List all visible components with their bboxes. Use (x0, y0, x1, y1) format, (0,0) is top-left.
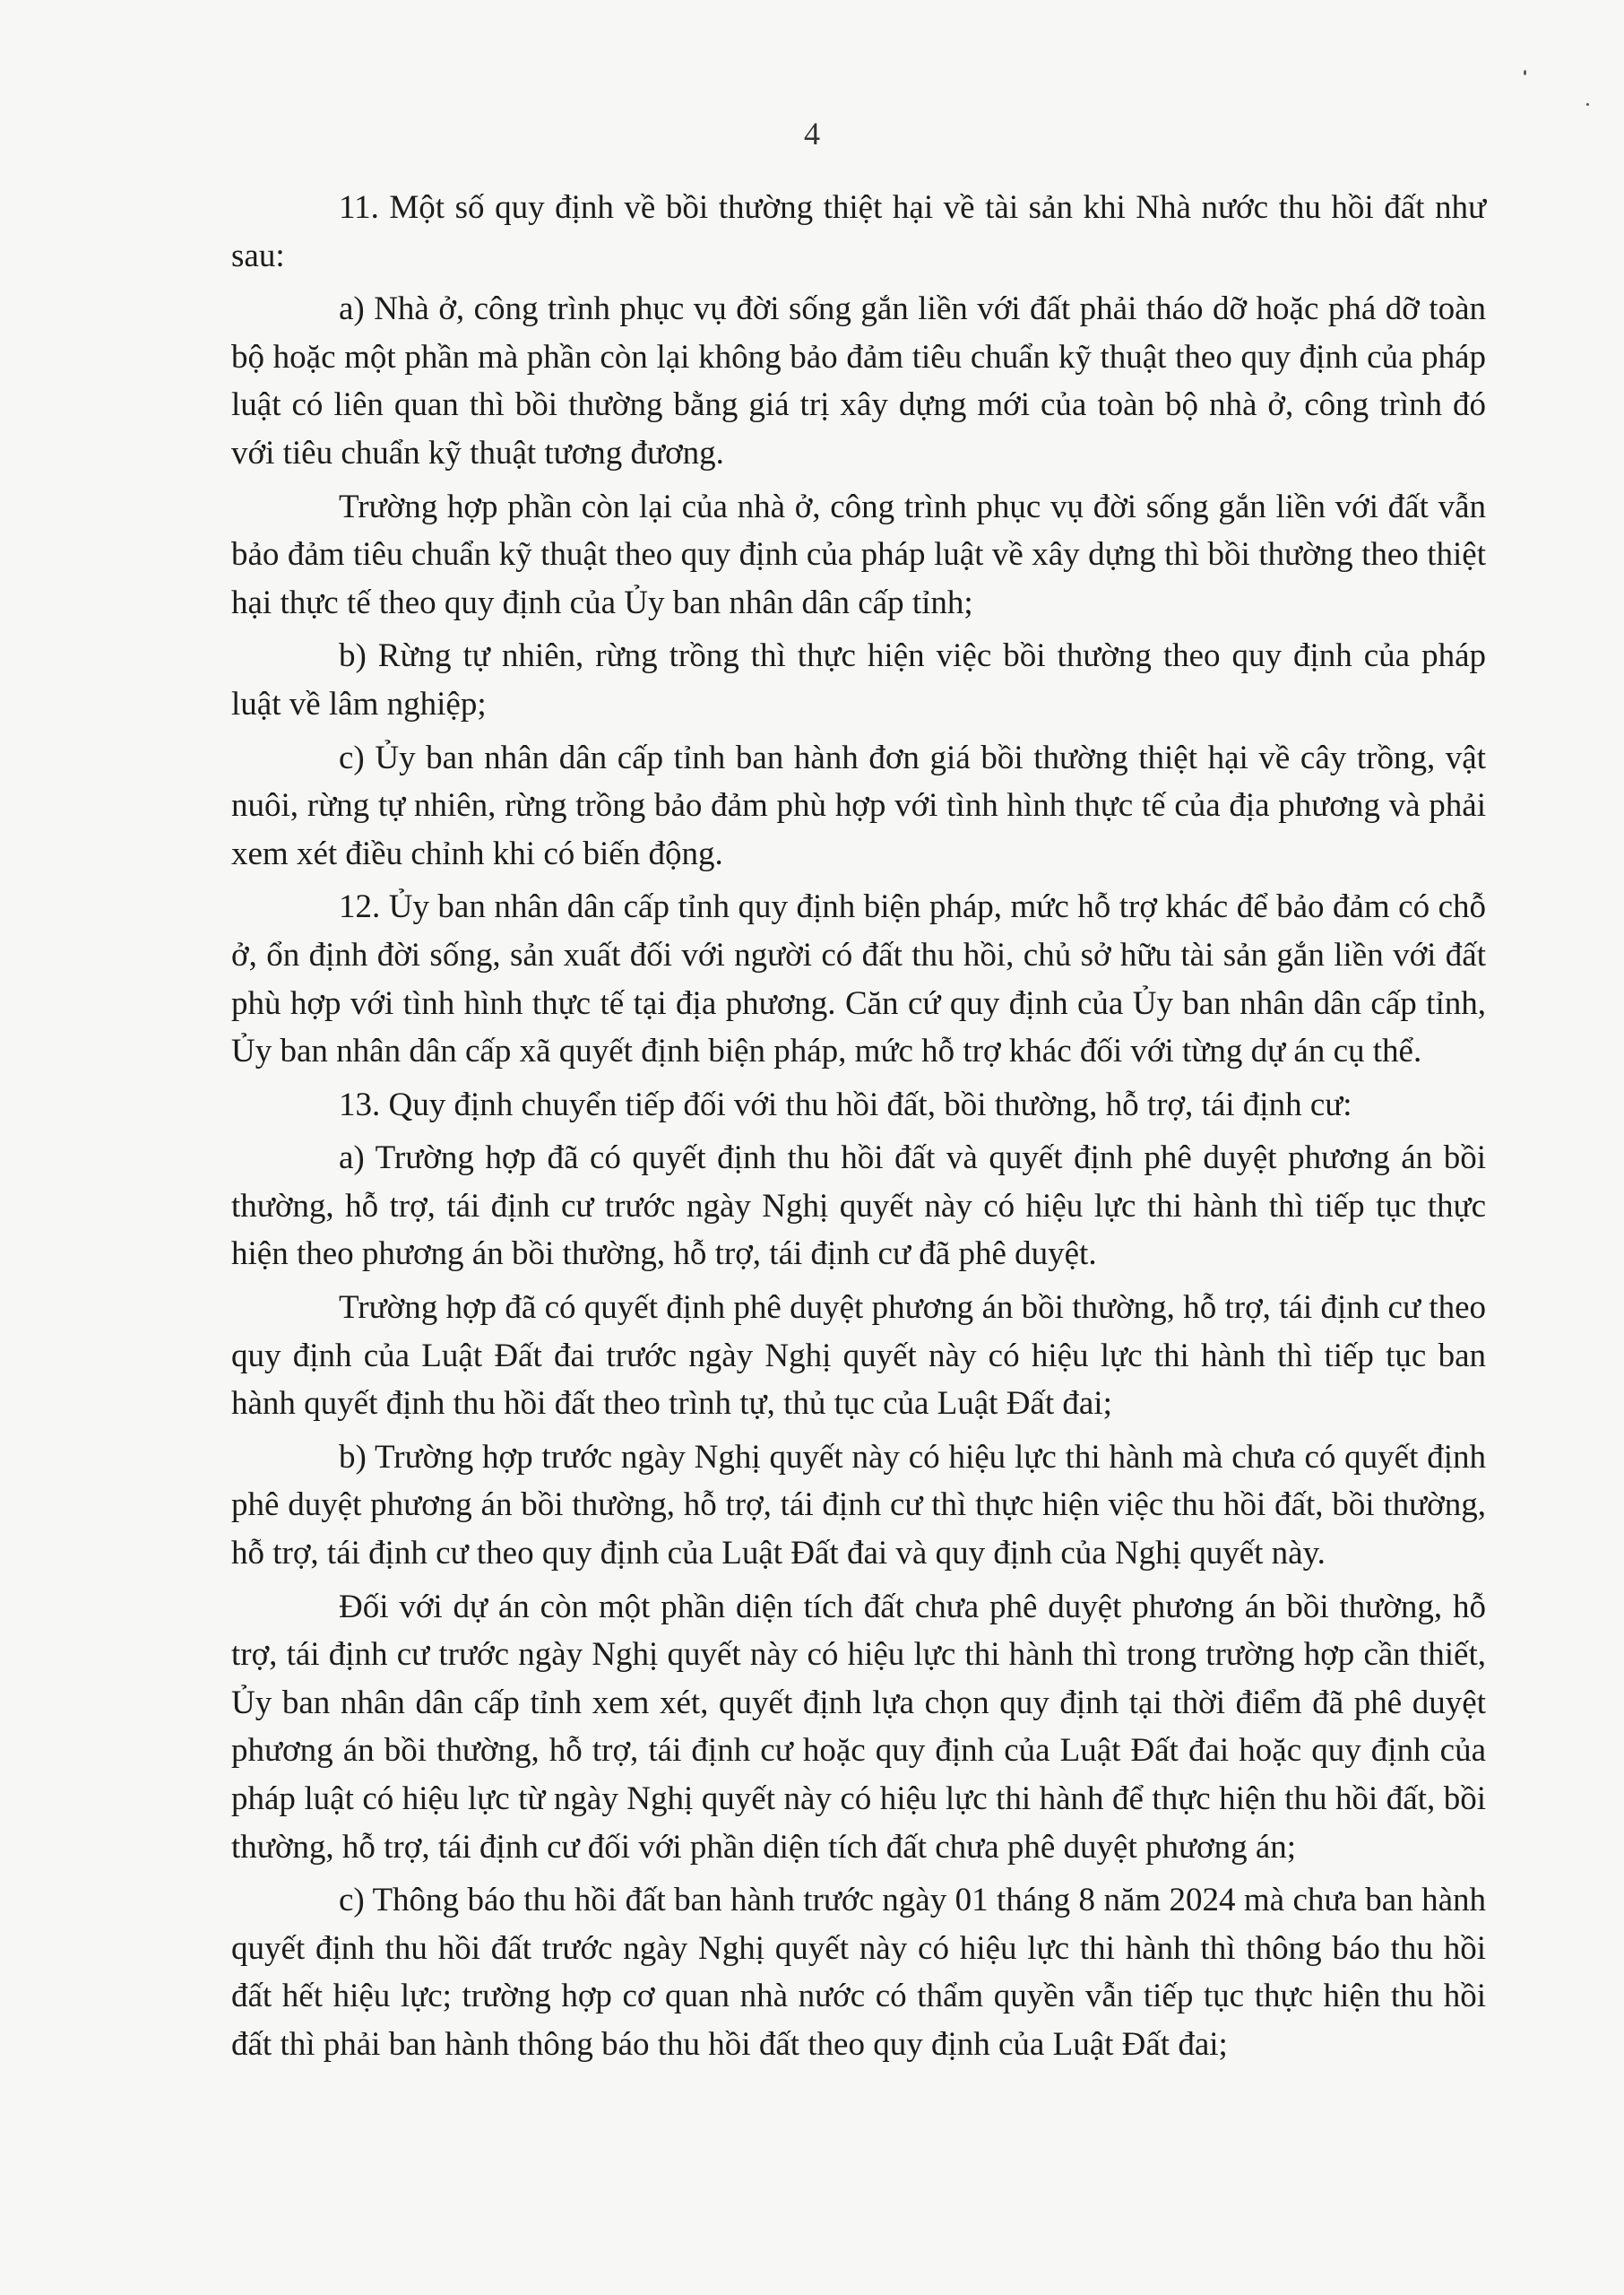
document-body (231, 184, 1486, 2074)
paragraph-13b-project: Đối với dự án còn một phần diện tích đất chưa phê duyệt phương án bồi thường, hỗ trợ, tái định cư trước ngày Nghị quyết này có hiệu lực thi hành thì trong trường hợp cần thiết, Ủy ban nhân dân cấp tỉnh xem xét, quyết định lựa chọn quy định tại thời điểm đã phê duyệt phương án bồi thường, hỗ trợ, tái định cư hoặc quy định của Luật Đất đai hoặc quy định của pháp luật có hiệu lực từ ngày Nghị quyết này có hiệu lực thi hành để thực hiện thu hồi đất, bồi thường, hỗ trợ, tái định cư đối với phần diện tích đất chưa phê duyệt phương án; (231, 1588, 1486, 1866)
paragraph-11: 11. Một số quy định về bồi thường thiệt hại về tài sản khi Nhà nước thu hồi đất như sau: (231, 189, 1486, 274)
paragraph-12: 12. Ủy ban nhân dân cấp tỉnh quy định biện pháp, mức hỗ trợ khác để bảo đảm có chỗ ở, ổn định đời sống, sản xuất đối với người có đất thu hồi, chủ sở hữu tài sản gắn liền với đất phù hợp với tình hình thực tế tại địa phương. Căn cứ quy định của Ủy ban nhân dân cấp tỉnh, Ủy ban nhân dân cấp xã quyết định biện pháp, mức hỗ trợ khác đối với từng dự án cụ thể. (231, 888, 1486, 1070)
scan-speck (1524, 70, 1526, 75)
paragraph-13c: c) Thông báo thu hồi đất ban hành trước ngày 01 tháng 8 năm 2024 mà chưa ban hành quyết định thu hồi đất trước ngày Nghị quyết này có hiệu lực thi hành thì thông báo thu hồi đất hết hiệu lực; trường hợp cơ quan nhà nước có thẩm quyền vẫn tiếp tục thực hiện thu hồi đất thì phải ban hành thông báo thu hồi đất theo quy định của Luật Đất đai; (231, 1882, 1486, 2063)
paragraph-13b: b) Trường hợp trước ngày Nghị quyết này có hiệu lực thi hành mà chưa có quyết định phê duyệt phương án bồi thường, hỗ trợ, tái định cư thì thực hiện việc thu hồi đất, bồi thường, hỗ trợ, tái định cư theo quy định của Luật Đất đai và quy định của Nghị quyết này. (231, 1438, 1486, 1572)
page-number: 4 (804, 116, 820, 152)
paragraph-11a-case: Trường hợp phần còn lại của nhà ở, công trình phục vụ đời sống gắn liền với đất vẫn bảo đảm tiêu chuẩn kỹ thuật theo quy định của pháp luật về xây dựng thì bồi thường theo thiệt hại thực tế theo quy định của Ủy ban nhân dân cấp tỉnh; (231, 488, 1486, 621)
scan-speck (1586, 103, 1589, 106)
paragraph-11c: c) Ủy ban nhân dân cấp tỉnh ban hành đơn giá bồi thường thiệt hại về cây trồng, vật nuôi, rừng tự nhiên, rừng trồng bảo đảm phù hợp với tình hình thực tế của địa phương và phải xem xét điều chỉnh khi có biến động. (231, 739, 1486, 872)
paragraph-11a: a) Nhà ở, công trình phục vụ đời sống gắn liền với đất phải tháo dỡ hoặc phá dỡ toàn bộ hoặc một phần mà phần còn lại không bảo đảm tiêu chuẩn kỹ thuật theo quy định của pháp luật có liên quan thì bồi thường bằng giá trị xây dựng mới của toàn bộ nhà ở, công trình đó với tiêu chuẩn kỹ thuật tương đương. (231, 290, 1486, 472)
paragraph-13: 13. Quy định chuyển tiếp đối với thu hồi đất, bồi thường, hỗ trợ, tái định cư: (339, 1086, 1352, 1123)
paragraph-11b: b) Rừng tự nhiên, rừng trồng thì thực hiện việc bồi thường theo quy định của pháp luật về lâm nghiệp; (231, 637, 1486, 723)
paragraph-13a-case: Trường hợp đã có quyết định phê duyệt phương án bồi thường, hỗ trợ, tái định cư theo quy định của Luật Đất đai trước ngày Nghị quyết này có hiệu lực thi hành thì tiếp tục ban hành quyết định thu hồi đất theo trình tự, thủ tục của Luật Đất đai; (231, 1289, 1486, 1423)
paragraph-13a: a) Trường hợp đã có quyết định thu hồi đất và quyết định phê duyệt phương án bồi thường, hỗ trợ, tái định cư trước ngày Nghị quyết này có hiệu lực thi hành thì tiếp tục thực hiện theo phương án bồi thường, hỗ trợ, tái định cư đã phê duyệt. (231, 1139, 1486, 1273)
